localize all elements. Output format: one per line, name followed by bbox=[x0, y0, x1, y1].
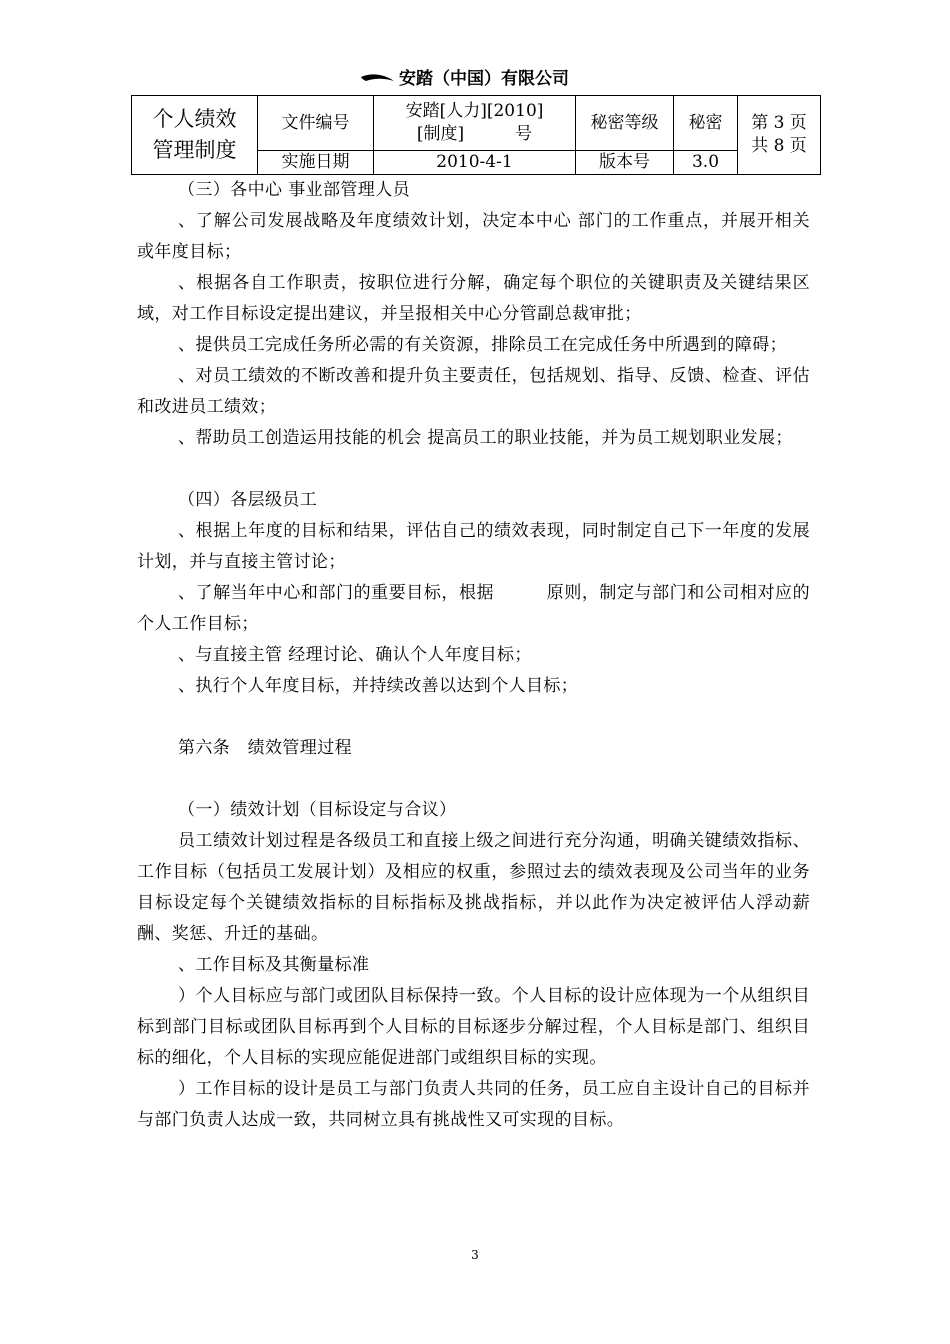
company-logo-icon bbox=[360, 72, 396, 88]
paragraph: 、了解公司发展战略及年度绩效计划，决定本中心 部门的工作重点，并展开相关 或年度目标； bbox=[137, 211, 845, 262]
paragraph: 、帮助员工创造运用技能的机会 提高员工的职业技能，并为员工规划职业发展； bbox=[178, 428, 793, 448]
company-header bbox=[360, 66, 620, 92]
doc-title-cell bbox=[132, 96, 258, 175]
secret-level-label: 秘密等级 bbox=[576, 96, 674, 151]
file-no-cell bbox=[374, 96, 576, 151]
document-header-table bbox=[131, 95, 821, 175]
paragraph: ）个人目标应与部门或团队目标保持一致。个人目标的设计应体现为一个从组织目标到部门目标或团队目标再到个人目标的目标逐步分解过程，个人目标是部门、组织目标的细化，个人目标的实现应能促进部门或组织目标的实现。 bbox=[137, 986, 810, 1068]
date-value: 2010-4-1 bbox=[374, 151, 576, 175]
paragraph: 、执行个人年度目标，并持续改善以达到个人目标； bbox=[178, 676, 579, 696]
company-name: 安踏（中国）有限公司 bbox=[399, 69, 569, 89]
paragraph: 、对员工绩效的不断改善和提升负主要责任，包括规划、指导、反馈、检查、评估和改进员工绩效； bbox=[137, 366, 810, 417]
document-body bbox=[137, 175, 845, 1136]
paragraph: 、了解当年中心和部门的重要目标，根据 原则，制定与部门和公司相对应的个人工作目标； bbox=[137, 583, 810, 634]
paragraph: 、与直接主管 经理讨论、确认个人年度目标； bbox=[178, 645, 532, 665]
file-no-label: 文件编号 bbox=[258, 96, 374, 151]
paragraph: （一）绩效计划（目标设定与合议） bbox=[178, 800, 457, 820]
paragraph: 、根据各自工作职责，按职位进行分解，确定每个职位的关键职责及关键结果区域，对工作目标设定提出建议，并呈报相关中心分管副总裁审批； bbox=[137, 273, 810, 324]
secret-level-value: 秘密 bbox=[674, 96, 738, 151]
doc-title: 个人绩效管理制度 bbox=[152, 107, 237, 162]
file-no-line1: 安踏[人力][2010] bbox=[405, 101, 544, 121]
paragraph: ）工作目标的设计是员工与部门负责人共同的任务，员工应自主设计自己的目标并与部门负责人达成一致，共同树立具有挑战性又可实现的目标。 bbox=[137, 1079, 810, 1130]
page-info-line1: 第 3 页 bbox=[751, 113, 807, 133]
version-label: 版本号 bbox=[576, 151, 674, 175]
paragraph: 、提供员工完成任务所必需的有关资源，排除员工在完成任务中所遇到的障碍； bbox=[178, 335, 787, 355]
file-no-line2: [制度] 号 bbox=[416, 124, 533, 144]
paragraph: （四）各层级员工 bbox=[178, 490, 318, 510]
page-info-cell bbox=[738, 96, 821, 175]
paragraph: 员工绩效计划过程是各级员工和直接上级之间进行充分沟通，明确关键绩效指标、工作目标（包括员工发展计划）及相应的权重，参照过去的绩效表现及公司当年的业务目标设定每个关键绩效指标的目标指标及挑战指标，并以此作为决定被评估人浮动薪酬、奖惩、升迁的基础。 bbox=[137, 831, 810, 944]
paragraph: 、根据上年度的目标和结果，评估自己的绩效表现，同时制定自己下一年度的发展计划，并与直接主管讨论； bbox=[137, 521, 810, 572]
paragraph: 第六条 绩效管理过程 bbox=[178, 738, 352, 758]
page-number: 3 bbox=[471, 1248, 479, 1262]
paragraph: （三）各中心 事业部管理人员 bbox=[178, 180, 411, 200]
page-info-line2: 共 8 页 bbox=[751, 136, 807, 156]
version-value: 3.0 bbox=[674, 151, 738, 175]
date-label: 实施日期 bbox=[258, 151, 374, 175]
paragraph: 、工作目标及其衡量标准 bbox=[178, 955, 370, 975]
